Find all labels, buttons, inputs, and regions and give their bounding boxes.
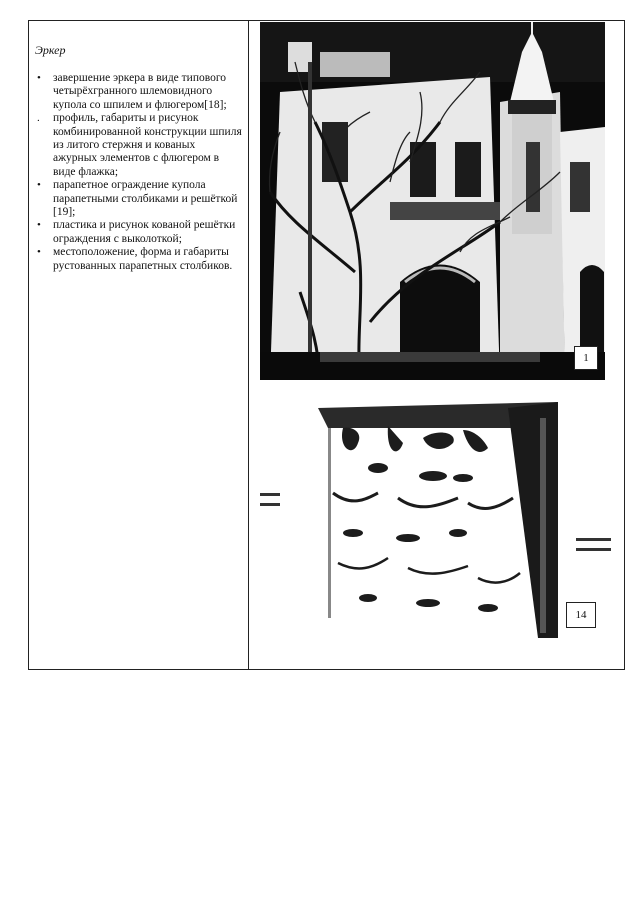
bullet: • <box>37 219 41 232</box>
photo-number-label: 1 <box>574 346 598 370</box>
section-title: Эркер <box>35 43 66 57</box>
bullet: . <box>37 112 40 125</box>
bullet: • <box>37 179 41 192</box>
list-item <box>35 72 242 112</box>
list-item <box>35 179 242 219</box>
list-item <box>35 219 242 246</box>
list-item-text: завершение эркера в виде типового четырёхгранного шлемовидного купола со шпилем и флюгером[18]; <box>53 72 227 111</box>
bullet: • <box>37 72 41 84</box>
list-item <box>35 112 242 179</box>
relief-panel-photo <box>258 398 613 643</box>
list-item-text: парапетное ограждение купола парапетными столбиками и решёткой [19]; <box>53 179 238 219</box>
list-item-text: местоположение, форма и габариты рустованных парапетных столбиков. <box>53 246 233 272</box>
photo-number-label: 14 <box>566 602 596 628</box>
column-divider <box>248 21 249 669</box>
text-cell <box>29 21 248 669</box>
requirements-list <box>35 72 242 273</box>
building-facade-photo <box>260 22 605 380</box>
bullet: • <box>37 246 41 259</box>
list-item-text: пластика и рисунок кованой решётки ограждения с выколоткой; <box>53 219 236 245</box>
list-item-text: профиль, габариты и рисунок комбинированной конструкции шпиля из литого стержня и кованых ажурных элементов с флюгером в виде флажка; <box>53 112 242 178</box>
list-item <box>35 246 242 273</box>
